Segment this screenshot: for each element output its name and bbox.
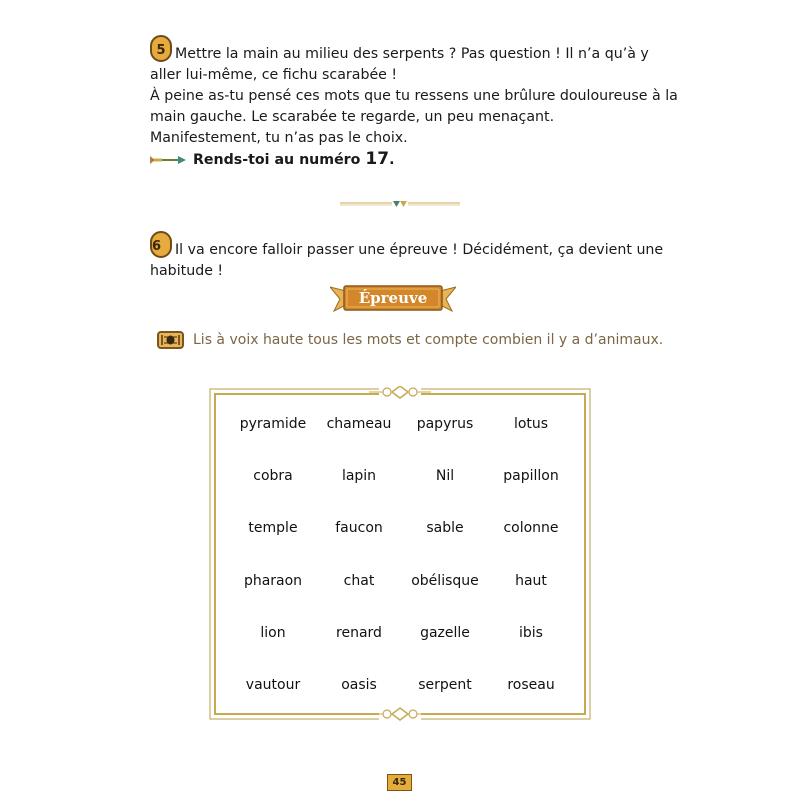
- goto-instruction[interactable]: Rends-toi au numéro 17.: [150, 149, 650, 171]
- section-6-line-2: habitude !: [150, 263, 224, 279]
- instruction: [157, 331, 663, 349]
- word: roseau: [507, 677, 555, 694]
- word-grid: [230, 398, 572, 710]
- word: temple: [248, 520, 298, 537]
- goto-number[interactable]: 17: [365, 149, 390, 169]
- word: Nil: [435, 468, 455, 485]
- scarab-icon: [157, 331, 184, 349]
- epreuve-label: Épreuve: [358, 289, 428, 307]
- word: pyramide: [239, 416, 307, 433]
- word: haut: [515, 572, 547, 589]
- word: colonne: [503, 520, 559, 537]
- word: oasis: [341, 677, 377, 694]
- word: ibis: [519, 624, 543, 641]
- arrow-icon: [150, 155, 187, 165]
- word: vautour: [245, 677, 301, 694]
- word: chameau: [326, 416, 392, 433]
- word: cobra: [253, 468, 293, 485]
- section-5: [150, 35, 678, 171]
- section-5-badge: 5: [150, 35, 172, 62]
- section-6-badge: 6: [150, 231, 172, 258]
- section-6-line-1: 6 Il va encore falloir passer une épreuve ! Décidément, ça devient une: [150, 231, 650, 261]
- word: faucon: [335, 520, 383, 537]
- goto-text: Rends-toi au numéro: [193, 152, 361, 168]
- word: lion: [260, 624, 286, 641]
- word: chat: [343, 572, 375, 589]
- word: renard: [336, 624, 382, 641]
- section-5-line-1: 5 Mettre la main au milieu des serpents ? Pas question ! Il n’a qu’à y: [150, 35, 650, 65]
- section-divider: [338, 196, 462, 210]
- word: obélisque: [411, 572, 479, 589]
- section-5-line-3: À peine as-tu pensé ces mots que tu ressens une brûlure douloureuse à la: [150, 88, 678, 104]
- page-number: 45: [387, 774, 412, 791]
- word: papyrus: [416, 416, 474, 433]
- epreuve-banner: [330, 283, 456, 313]
- word: sable: [426, 520, 464, 537]
- word: pharaon: [243, 572, 303, 589]
- word: lotus: [513, 416, 549, 433]
- section-6: [150, 231, 664, 282]
- word: lapin: [341, 468, 377, 485]
- section-5-line-2: aller lui-même, ce fichu scarabée !: [150, 67, 398, 83]
- word: serpent: [418, 677, 472, 694]
- section-5-line-4: main gauche. Le scarabée te regarde, un peu menaçant.: [150, 109, 555, 125]
- word: papillon: [503, 468, 559, 485]
- instruction-text: Lis à voix haute tous les mots et compte combien il y a d’animaux.: [193, 332, 664, 348]
- section-5-line-5: Manifestement, tu n’as pas le choix.: [150, 130, 408, 146]
- word: gazelle: [420, 624, 470, 641]
